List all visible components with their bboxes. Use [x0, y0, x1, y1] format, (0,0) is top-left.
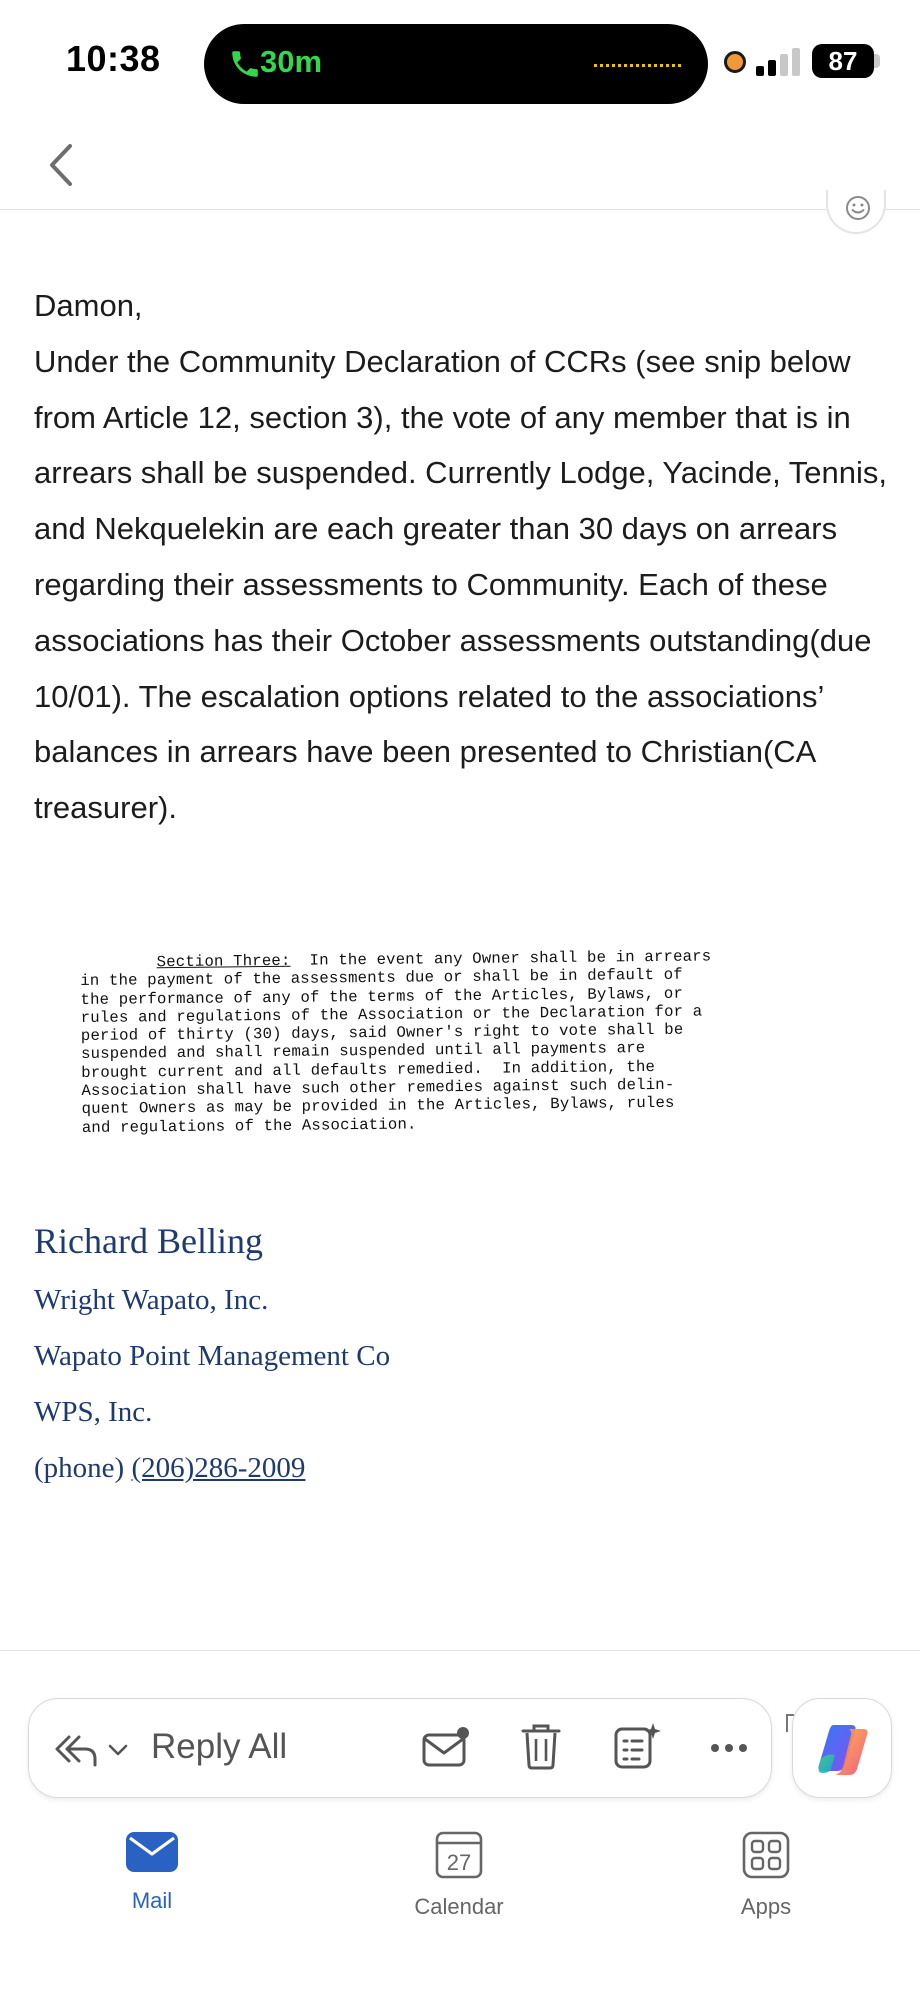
snip-line: and regulations of the Association.: [81, 1115, 417, 1137]
email-body-text: Under the Community Declaration of CCRs (see snip below from Article 12, section 3), the vote of any member that is in arrears shall be suspended. Currently Lodge, Yacinde, Tennis, and Nekquelekin are each greater than 30 days on arrears regarding their assessments to Community. Each of these associations has their October assessments outstanding(due 10/01). The escalation options related to the associations’ balances in arrears have been presented to Christian(CA treasurer).: [34, 343, 888, 826]
signature-company: Wapato Point Management Co: [34, 1340, 391, 1372]
battery-tip: [874, 54, 880, 68]
email-body: [34, 278, 890, 836]
email-greeting: Damon,: [34, 288, 143, 323]
nav-bar: [0, 120, 920, 210]
phone-label: (phone): [34, 1452, 132, 1484]
battery-icon: 87: [812, 44, 874, 78]
divider: [0, 1650, 920, 1651]
signal-strength-icon: [756, 46, 802, 76]
phone-link[interactable]: (206)286-2009: [131, 1452, 306, 1484]
chevron-left-icon[interactable]: [42, 140, 78, 190]
signature-name: Richard Belling: [34, 1221, 263, 1261]
snip-line: brought current and all defaults remedied. In addition, the: [81, 1057, 656, 1082]
message-action-bar: [28, 1698, 772, 1798]
tab-apps[interactable]: [666, 1830, 866, 1940]
chevron-down-icon[interactable]: [107, 1739, 129, 1761]
snip-line: rules and regulations of the Association or the Declaration for a: [80, 1002, 703, 1027]
copilot-button[interactable]: [792, 1698, 892, 1798]
tab-apps-label: Apps: [740, 1894, 792, 1919]
smiley-icon: [844, 194, 872, 222]
snip-section-heading: Section Three:: [156, 951, 291, 972]
tab-calendar[interactable]: [359, 1830, 559, 1940]
snip-line: the performance of any of the terms of the Articles, Bylaws, or: [80, 984, 684, 1009]
phone-icon: [228, 46, 262, 82]
snip-line: period of thirty (30) days, said Owner's right to vote shall be: [80, 1020, 684, 1046]
call-duration: 30m: [260, 44, 323, 79]
signature-company: WPS, Inc.: [34, 1396, 153, 1428]
status-bar: [0, 0, 920, 120]
snip-line: suspended and shall remain suspended until all payments are: [80, 1039, 646, 1064]
more-icon[interactable]: [709, 1741, 749, 1755]
snip-line: in the payment of the assessments due or shall be in default of: [80, 965, 683, 991]
reply-all-icon[interactable]: [51, 1729, 99, 1769]
status-time: 10:38: [66, 38, 161, 79]
summarize-icon[interactable]: [613, 1721, 661, 1771]
reaction-button[interactable]: [826, 190, 886, 234]
calendar-icon: [434, 1830, 484, 1880]
signature-phone: [34, 1452, 305, 1485]
dynamic-island[interactable]: [204, 24, 708, 104]
tab-mail[interactable]: [52, 1830, 252, 1940]
apps-grid-icon: [741, 1830, 791, 1880]
mark-unread-icon[interactable]: [421, 1723, 471, 1773]
trash-icon[interactable]: [519, 1721, 563, 1771]
snip-line: quent Owners as may be provided in the Articles, Bylaws, rules: [81, 1094, 675, 1119]
snip-first-line: In the event any Owner shall be in arrears: [290, 947, 712, 970]
tab-mail-label: Mail: [131, 1888, 173, 1913]
snip-line: Association shall have such other remedies against such delin-: [81, 1075, 675, 1101]
tab-calendar-label: Calendar: [414, 1894, 504, 1919]
reply-all-button[interactable]: Reply All: [151, 1727, 288, 1766]
calendar-day-number: 27: [446, 1850, 472, 1875]
mail-icon: [124, 1830, 180, 1874]
copilot-icon: [813, 1719, 873, 1779]
recording-indicator-icon: [724, 51, 746, 73]
signature-company: Wright Wapato, Inc.: [34, 1284, 269, 1316]
scanned-declaration-snip: [80, 946, 822, 1137]
audio-waveform-icon: [594, 64, 684, 67]
